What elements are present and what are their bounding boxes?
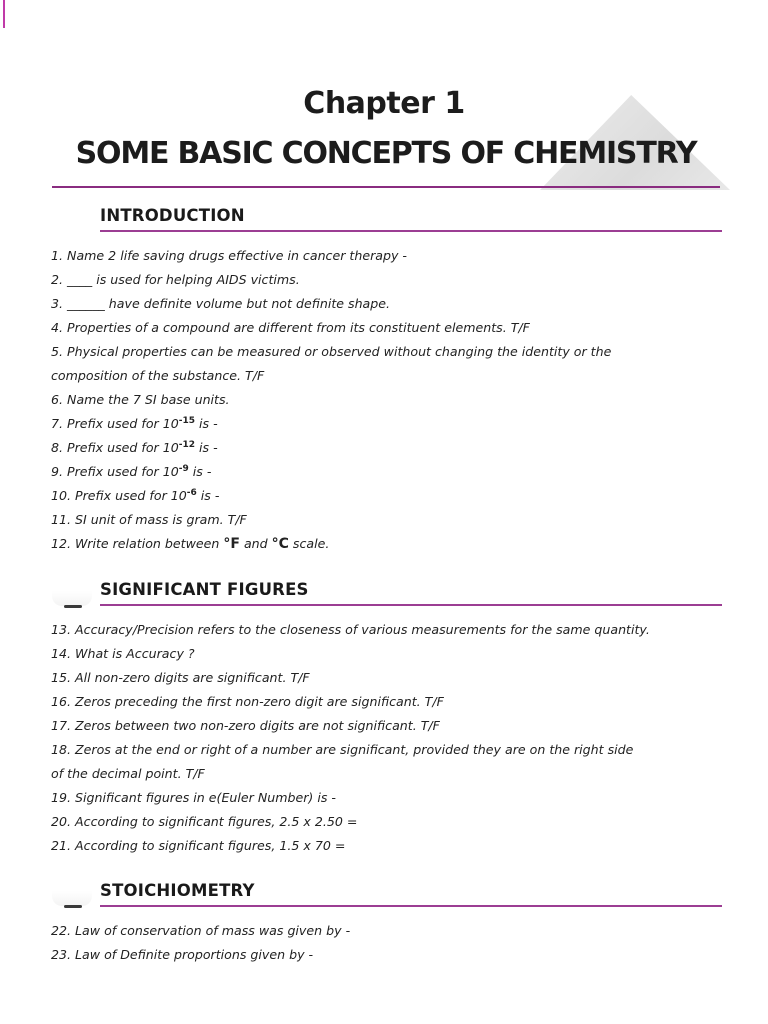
question-13: 13. Accuracy/Precision refers to the closeness of various measurements for the same quantity. <box>51 622 650 637</box>
question-8 <box>51 436 731 460</box>
question-10-suffix: is - <box>196 488 220 503</box>
section-icon <box>52 568 92 606</box>
question-1: 1. Name 2 life saving drugs effective in cancer therapy - <box>51 248 407 263</box>
question-12-suffix: scale. <box>288 536 330 551</box>
fahrenheit-symbol: °F <box>223 536 240 552</box>
question-20: 20. According to significant figures, 2.5 x 2.50 = <box>51 814 358 829</box>
question-4: 4. Properties of a compound are different from its constituent elements. T/F <box>51 320 530 335</box>
section-header-introduction <box>100 204 722 232</box>
exponent: -9 <box>178 463 189 474</box>
question-18: 18. Zeros at the end or right of a number are significant, provided they are on the right side <box>51 742 634 757</box>
chapter-label: Chapter 1 <box>303 86 465 121</box>
question-23: 23. Law of Definite proportions given by - <box>51 947 314 962</box>
question-6: 6. Name the 7 SI base units. <box>51 392 230 407</box>
question-3: 3. ______ have definite volume but not definite shape. <box>51 296 391 311</box>
question-9 <box>51 460 731 484</box>
question-11: 11. SI unit of mass is gram. T/F <box>51 512 247 527</box>
question-9-suffix: is - <box>188 464 212 479</box>
celsius-symbol: °C <box>271 536 289 552</box>
section-divider <box>100 905 722 907</box>
question-8-suffix: is - <box>195 440 218 455</box>
question-12 <box>51 532 731 556</box>
section-header-significant-figures <box>100 578 722 606</box>
question-5: 5. Physical properties can be measured or observed without changing the identity or the composition of the substance. T/F <box>51 344 612 383</box>
section-divider <box>100 230 722 232</box>
question-9-text: 9. Prefix used for 10 <box>51 464 179 479</box>
question-16: 16. Zeros preceding the first non-zero digit are significant. T/F <box>51 694 444 709</box>
section-title: STOICHIOMETRY <box>100 881 255 900</box>
question-7-suffix: is - <box>195 416 218 431</box>
question-2: 2. ____ is used for helping AIDS victims. <box>51 272 300 287</box>
question-18-continued: of the decimal point. T/F <box>51 766 205 781</box>
question-15: 15. All non-zero digits are significant. T/F <box>51 670 310 685</box>
title-divider <box>52 186 720 188</box>
section-icon <box>52 868 92 906</box>
section-title: INTRODUCTION <box>100 206 245 225</box>
question-22: 22. Law of conservation of mass was given by - <box>51 923 351 938</box>
section-header-stoichiometry <box>100 879 722 907</box>
exponent: -6 <box>186 487 197 498</box>
question-8-text: 8. Prefix used for 10 <box>51 440 179 455</box>
page-title: SOME BASIC CONCEPTS OF CHEMISTRY <box>75 136 697 171</box>
exponent: -12 <box>178 439 196 450</box>
question-10-text: 10. Prefix used for 10 <box>51 488 187 503</box>
question-14: 14. What is Accuracy ? <box>51 646 195 661</box>
question-7 <box>51 412 731 436</box>
section-title: SIGNIFICANT FIGURES <box>100 580 309 599</box>
exponent: -15 <box>178 415 196 426</box>
question-21: 21. According to significant figures, 1.5 x 70 = <box>51 838 346 853</box>
edge-mark <box>3 0 5 28</box>
section-divider <box>100 604 722 606</box>
question-19: 19. Significant figures in e(Euler Number) is - <box>51 790 336 805</box>
question-10 <box>51 484 731 508</box>
question-17: 17. Zeros between two non-zero digits are not significant. T/F <box>51 718 440 733</box>
question-7-text: 7. Prefix used for 10 <box>51 416 179 431</box>
question-12-connector: and <box>239 536 272 551</box>
question-12-text: 12. Write relation between <box>51 536 224 551</box>
